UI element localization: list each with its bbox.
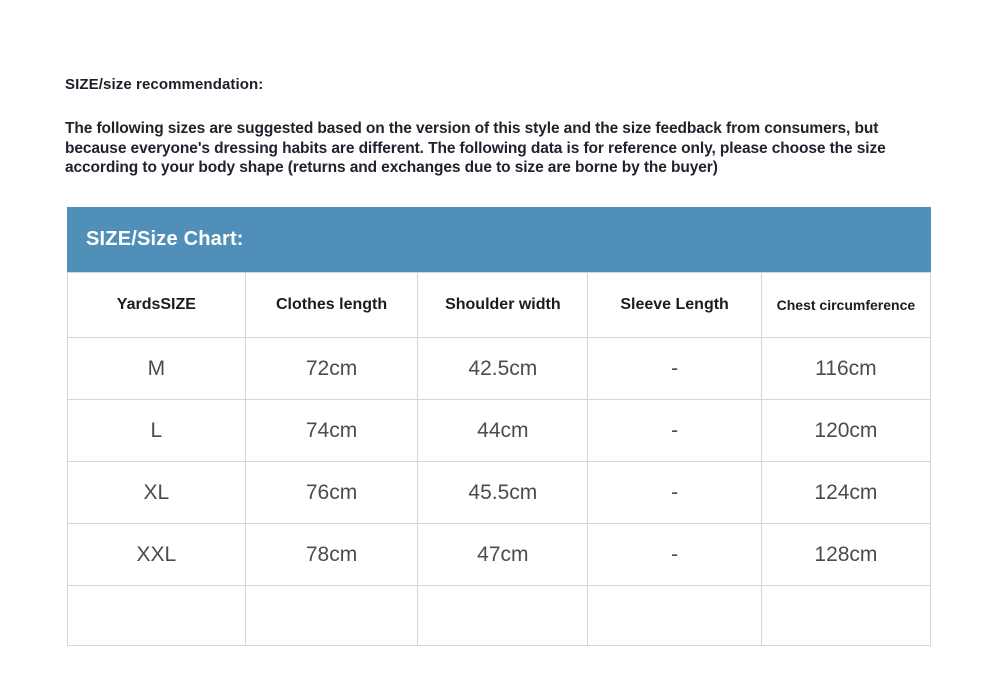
size-table	[67, 272, 931, 646]
table-row-xxl	[68, 524, 931, 586]
cell-size: L	[68, 400, 246, 462]
col-header-sleeve-length: Sleeve Length	[588, 273, 761, 338]
col-header-chest-circumference: Chest circumference	[761, 273, 930, 338]
cell-size	[68, 586, 246, 646]
cell-shoulder-width: 45.5cm	[418, 462, 588, 524]
table-header-row	[68, 273, 931, 338]
size-chart-title: SIZE/Size Chart:	[86, 228, 244, 250]
cell-size: XXL	[68, 524, 246, 586]
table-row-xl	[68, 462, 931, 524]
col-header-clothes-length: Clothes length	[245, 273, 418, 338]
cell-chest-circumference	[761, 586, 930, 646]
cell-shoulder-width: 44cm	[418, 400, 588, 462]
page-heading: SIZE/size recommendation:	[65, 76, 264, 93]
cell-clothes-length: 76cm	[245, 462, 418, 524]
table-row-l	[68, 400, 931, 462]
table-row-empty	[68, 586, 931, 646]
cell-size: XL	[68, 462, 246, 524]
cell-chest-circumference: 116cm	[761, 338, 930, 400]
cell-clothes-length: 78cm	[245, 524, 418, 586]
intro-text: The following sizes are suggested based on the version of this style and the size feedback from consumers, but because everyone's dressing habits are different. The following data is for reference only, please choose the size according to your body shape (returns and exchanges due to size are borne by the buyer)	[65, 120, 886, 176]
cell-chest-circumference: 124cm	[761, 462, 930, 524]
cell-clothes-length	[245, 586, 418, 646]
cell-clothes-length: 72cm	[245, 338, 418, 400]
cell-sleeve-length: -	[588, 524, 761, 586]
cell-chest-circumference: 128cm	[761, 524, 930, 586]
size-chart-section	[67, 207, 931, 646]
col-header-size: YardsSIZE	[68, 273, 246, 338]
cell-sleeve-length: -	[588, 400, 761, 462]
col-header-shoulder-width: Shoulder width	[418, 273, 588, 338]
cell-shoulder-width: 47cm	[418, 524, 588, 586]
table-row-m	[68, 338, 931, 400]
cell-size: M	[68, 338, 246, 400]
cell-shoulder-width: 42.5cm	[418, 338, 588, 400]
cell-sleeve-length	[588, 586, 761, 646]
cell-chest-circumference: 120cm	[761, 400, 930, 462]
cell-sleeve-length: -	[588, 462, 761, 524]
size-chart-title-bar	[67, 207, 931, 272]
cell-sleeve-length: -	[588, 338, 761, 400]
cell-clothes-length: 74cm	[245, 400, 418, 462]
cell-shoulder-width	[418, 586, 588, 646]
